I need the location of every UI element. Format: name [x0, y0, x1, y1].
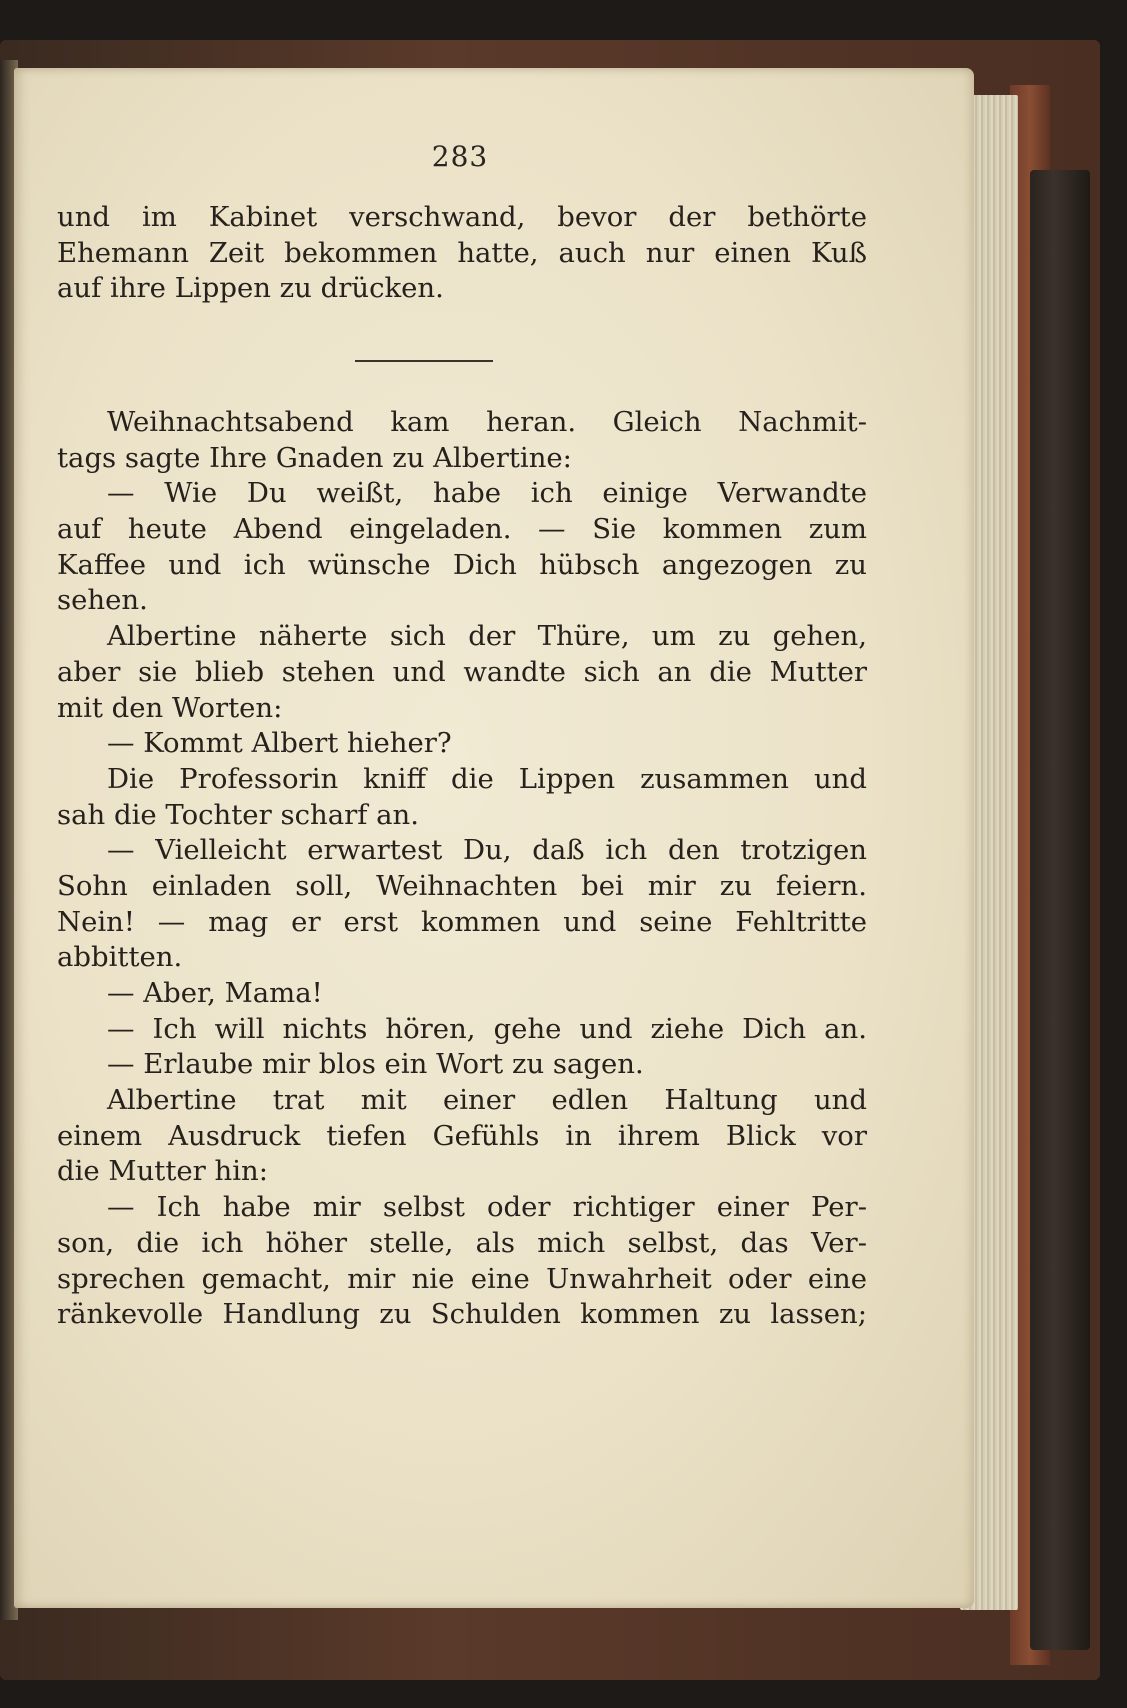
text-line: Ehemann Zeit bekommen hatte, auch nur einen Kuß [57, 236, 867, 269]
text-line: sprechen gemacht, mir nie eine Unwahrheit oder eine [57, 1262, 867, 1295]
text-line: — Aber, Mama! [107, 977, 323, 1009]
text-line: — Erlaube mir blos ein Wort zu sagen. [107, 1048, 644, 1081]
text-line: son, die ich höher stelle, als mich selbst, das Ver- [57, 1226, 867, 1259]
text-line: Nein! — mag er erst kommen und seine Fehltritte [57, 905, 867, 938]
text-line: Albertine trat mit einer edlen Haltung und [107, 1084, 867, 1117]
text-line: Weihnachtsabend kam heran. Gleich Nachmit- [107, 406, 867, 438]
text-line: Albertine näherte sich der Thüre, um zu gehen, [107, 620, 867, 653]
text-line: sah die Tochter scharf an. [57, 798, 419, 831]
text-line: einem Ausdruck tiefen Gefühls in ihrem Blick vor [57, 1119, 867, 1152]
text-line: abbitten. [57, 941, 183, 974]
section-divider [355, 360, 493, 362]
text-line: sehen. [57, 584, 148, 617]
paragraph-2 [57, 405, 867, 1333]
text-line: — Kommt Albert hieher? [107, 727, 452, 760]
text-line: Die Professorin kniff die Lippen zusammen und [107, 762, 867, 795]
text-line: auf heute Abend eingeladen. — Sie kommen zum [57, 513, 867, 546]
text-line: Kaffee und ich wünsche Dich hübsch angezogen zu [57, 548, 867, 581]
book-cover-edge [1030, 170, 1090, 1650]
text-line: auf ihre Lippen zu drücken. [57, 272, 444, 305]
text-line: — Ich habe mir selbst oder richtiger einer Per- [107, 1191, 867, 1224]
page-number: 283 [431, 140, 489, 173]
text-line: — Wie Du weißt, habe ich einige Verwandte [107, 477, 867, 510]
text-line: — Ich will nichts hören, gehe und ziehe Dich an. [107, 1012, 867, 1045]
paragraph-1 [57, 200, 867, 307]
text-line: ränkevolle Handlung zu Schulden kommen zu lassen; [57, 1298, 867, 1331]
text-line: aber sie blieb stehen und wandte sich an die Mutter [57, 655, 867, 688]
text-line: die Mutter hin: [57, 1155, 269, 1188]
text-line: mit den Worten: [57, 691, 283, 724]
text-line: — Vielleicht erwartest Du, daß ich den trotzigen [107, 834, 867, 867]
text-line: Sohn einladen soll, Weihnachten bei mir zu feiern. [57, 869, 867, 902]
text-line: und im Kabinet verschwand, bevor der bethörte [57, 201, 867, 233]
text-line: tags sagte Ihre Gnaden zu Albertine: [57, 441, 572, 474]
